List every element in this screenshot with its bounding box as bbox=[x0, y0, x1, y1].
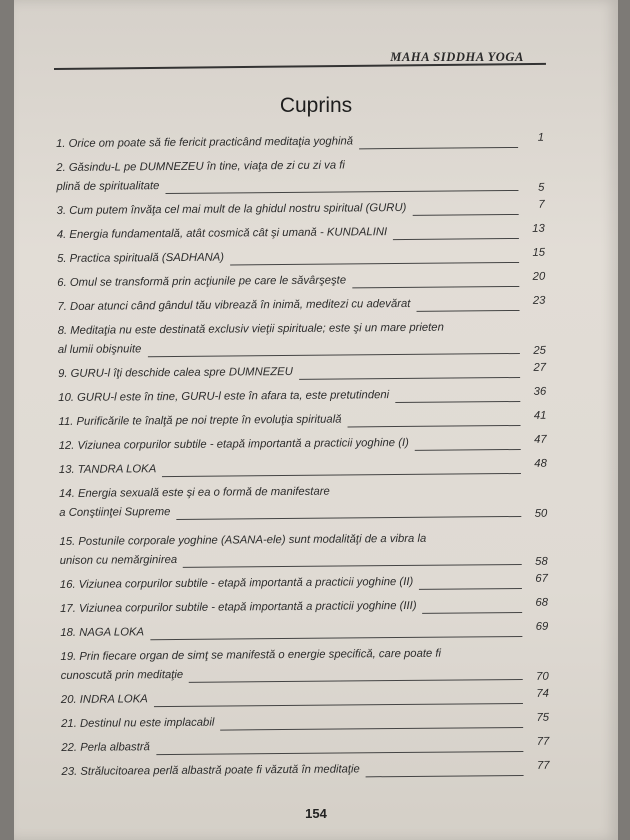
header-rule bbox=[54, 63, 546, 70]
toc-page-number: 36 bbox=[533, 385, 547, 398]
toc-entry-title: 16. Viziunea corpurilor subtile - etapă importantă a practicii yoghine (II) bbox=[59, 575, 414, 591]
toc-entry-title: 7. Doar atunci când gândul tău vibrează în inimă, meditezi cu adevărat bbox=[57, 297, 411, 313]
toc-page-number: 15 bbox=[532, 246, 546, 259]
toc-entry-title: 2. Găsindu-L pe DUMNEZEU în tine, viaţa de zi cu zi va fi bbox=[56, 159, 345, 174]
leader-line bbox=[415, 449, 521, 451]
leader-line bbox=[366, 775, 524, 777]
toc-page-number: 7 bbox=[538, 198, 545, 211]
toc-page-number: 58 bbox=[535, 555, 548, 568]
toc-page-number: 75 bbox=[536, 711, 550, 724]
toc-page-number: 41 bbox=[533, 409, 547, 422]
toc-entry-title: 13. TANDRA LOKA bbox=[58, 463, 157, 476]
toc-entry-title: 17. Viziunea corpurilor subtile - etapă importantă a practicii yoghine (III) bbox=[60, 599, 417, 615]
leader-line bbox=[148, 353, 520, 357]
toc-entry-title: 18. NAGA LOKA bbox=[60, 626, 145, 639]
page-title: Cuprins bbox=[279, 94, 353, 117]
toc-entry-title: 19. Prin fiecare organ de simţ se manifestă o energie specifică, care poate fi bbox=[60, 647, 442, 663]
toc-entry-title-continued: plină de spiritualitate bbox=[56, 180, 160, 193]
toc-entry-title: 20. INDRA LOKA bbox=[60, 693, 148, 706]
toc-entry bbox=[61, 759, 553, 790]
leader-line bbox=[419, 588, 522, 590]
leader-line bbox=[220, 727, 523, 731]
leader-line bbox=[230, 262, 519, 266]
page-number: 154 bbox=[305, 806, 327, 821]
toc-entry-title: 4. Energia fundamentală, atât cosmică cât şi umană - KUNDALINI bbox=[56, 226, 388, 241]
toc-entry-title-continued: al lumii obişnuite bbox=[57, 343, 142, 356]
toc-entry-title: 11. Purificările te înalţă pe noi trepte în evoluţia spirituală bbox=[58, 413, 342, 428]
toc-page-number: 1 bbox=[537, 131, 545, 144]
toc-page-number: 20 bbox=[532, 270, 546, 283]
leader-line bbox=[183, 564, 522, 568]
leader-line bbox=[165, 190, 518, 194]
leader-line bbox=[189, 679, 523, 683]
toc-entry-title: 23. Strălucitoarea perlă albastră poate fi văzută în meditaţie bbox=[61, 763, 360, 778]
toc-page-number: 47 bbox=[534, 433, 547, 446]
toc-page-number: 70 bbox=[536, 670, 549, 683]
toc-entry-title: 10. GURU-l este în tine, GURU-l este în afara ta, este pretutindeni bbox=[58, 389, 390, 404]
leader-line bbox=[359, 147, 518, 149]
toc-entry bbox=[58, 321, 550, 368]
leader-line bbox=[156, 751, 523, 755]
toc-page-number: 5 bbox=[538, 181, 545, 194]
toc-entry bbox=[59, 484, 551, 536]
toc-page-number: 48 bbox=[534, 457, 547, 470]
toc-page-number: 74 bbox=[536, 687, 549, 700]
toc-entry bbox=[60, 647, 552, 694]
leader-line bbox=[417, 310, 520, 312]
toc-entry-title-continued: a Conştiinţei Supreme bbox=[59, 506, 171, 519]
leader-line bbox=[150, 636, 522, 640]
toc-page-number: 27 bbox=[533, 361, 547, 374]
toc-entry-title: 12. Viziunea corpurilor subtile - etapă importantă a practicii yoghine (I) bbox=[58, 436, 409, 452]
toc-page-number: 77 bbox=[536, 735, 550, 748]
toc-entry-title: 6. Omul se transformă prin acţiunile pe care le săvârşeşte bbox=[57, 274, 347, 289]
toc-page-number: 13 bbox=[532, 222, 545, 235]
toc-entry-title-continued: cunoscută prin meditaţie bbox=[60, 668, 184, 682]
toc-page-number: 67 bbox=[535, 572, 548, 585]
leader-line bbox=[395, 401, 520, 403]
toc-page-number: 23 bbox=[532, 294, 546, 307]
toc-page-number: 69 bbox=[535, 620, 549, 633]
toc-entry-title: 3. Cum putem învăţa cel mai mult de la ghidul nostru spiritual (GURU) bbox=[56, 201, 407, 217]
table-of-contents bbox=[56, 131, 554, 790]
toc-page-number: 25 bbox=[533, 344, 546, 357]
leader-line bbox=[393, 238, 519, 240]
toc-entry-title: 5. Practica spirituală (SADHANA) bbox=[57, 251, 225, 265]
toc-entry-title: 14. Energia sexuală este şi ea o formă de manifestare bbox=[59, 485, 330, 500]
toc-entry-title: 1. Orice om poate să fie fericit practicând meditaţia yoghină bbox=[56, 135, 354, 150]
leader-line bbox=[422, 612, 522, 614]
toc-entry bbox=[56, 158, 548, 205]
toc-entry-title: 15. Postunile corporale yoghine (ASANA-ele) sunt modalităţi de a vibra la bbox=[59, 532, 427, 548]
toc-page-number: 77 bbox=[536, 759, 550, 772]
toc-entry bbox=[59, 532, 551, 579]
leader-line bbox=[348, 425, 521, 428]
toc-entry-title-continued: unison cu nemărginirea bbox=[59, 553, 178, 567]
running-head: MAHA SIDDHA YOGA bbox=[390, 50, 524, 64]
leader-line bbox=[162, 473, 521, 477]
toc-entry-title: 8. Meditaţia nu este destinată exclusiv vieţii spirituale; este şi un mare prieten bbox=[57, 321, 444, 337]
toc-page-number: 50 bbox=[534, 507, 548, 520]
leader-line bbox=[299, 377, 520, 380]
leader-line bbox=[352, 286, 519, 288]
toc-page-number: 68 bbox=[535, 596, 549, 609]
toc-entry-title: 9. GURU-l îţi deschide calea spre DUMNEZEU bbox=[58, 365, 293, 380]
leader-line bbox=[413, 214, 519, 216]
toc-entry-title: 21. Destinul nu este implacabil bbox=[61, 716, 215, 730]
leader-line bbox=[154, 703, 523, 707]
book-page bbox=[14, 0, 618, 840]
leader-line bbox=[176, 516, 521, 520]
toc-entry-title: 22. Perla albastră bbox=[61, 741, 150, 754]
